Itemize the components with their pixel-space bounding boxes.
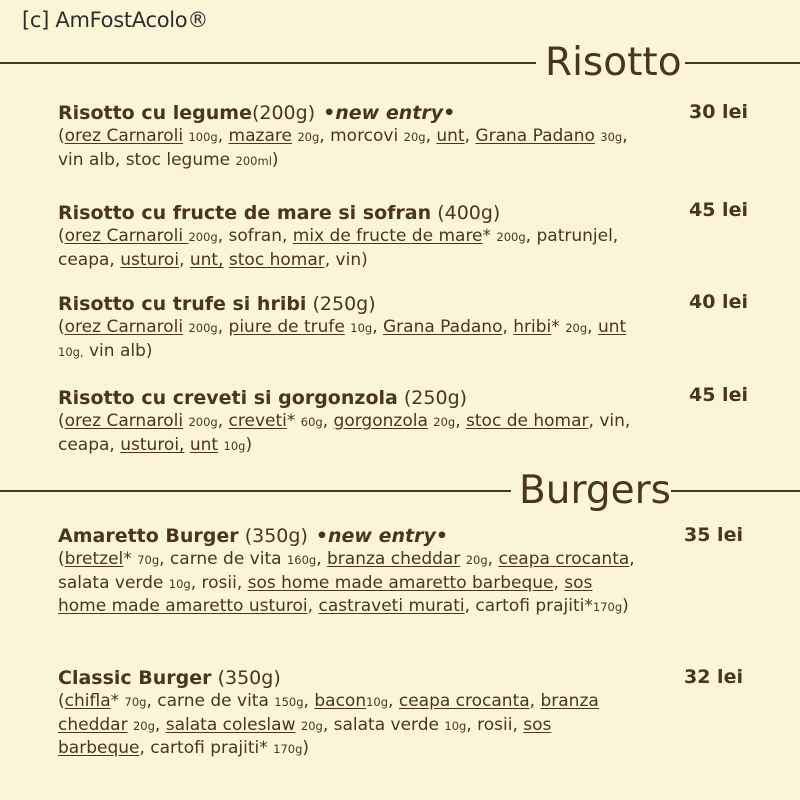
ingredient: orez Carnaroli [64,126,184,146]
ingredient: branza cheddar [327,549,461,569]
item-weight: (200g) [251,102,316,124]
ingredient: branza cheddar [58,691,599,735]
item-description: (chifla* 70g, carne de vita 150g, bacon10g, ceapa crocanta, branza cheddar 20g, salata coleslaw 20g, salata verde 10g, rosii, sos barbeque, cartofi prajiti* 170g) [58,691,599,758]
menu-item [58,292,658,363]
ingredient-quantity: 200g [496,230,526,244]
ingredient: stoc de homar [466,411,589,431]
divider-left [0,490,511,492]
section-header-burgers [0,466,800,516]
ingredient: sos barbeque [58,714,552,758]
item-name: Risotto cu creveti si gorgonzola [58,387,398,409]
item-description: (bretzel* 70g, carne de vita 160g, branza cheddar 20g, ceapa crocanta, salata verde 10g, rosii, sos home made amaretto barbeque, sos home made amaretto usturoi, castraveti murati, cartofi prajiti*170g) [58,549,635,616]
menu-item [58,101,658,172]
ingredient: mix de fructe de mare [292,226,483,246]
watermark: [c] AmFostAcolo® [22,8,209,32]
ingredient: piure de trufe [228,317,345,337]
item-weight: (250g) [312,293,376,315]
ingredient: usturoi [120,249,180,270]
ingredient-quantity: 30g [600,130,623,144]
item-name: Classic Burger [58,667,212,689]
ingredient: unt [436,126,465,146]
ingredient: sos home made amaretto barbeque [247,572,554,593]
divider-right [671,490,800,492]
item-description: (orez Carnaroli 100g, mazare 20g, morcovi 20g, unt, Grana Padano 30g, vin alb, stoc legume 200ml) [58,126,628,170]
item-description: (orez Carnaroli 200g, sofran, mix de fructe de mare* 200g, patrunjel, ceapa, usturoi, unt, stoc homar, vin) [58,226,619,270]
ingredient-quantity: 200ml [235,153,272,168]
ingredient-quantity: 160g [286,553,317,567]
ingredient: orez Carnaroli [64,317,184,337]
menu-item [58,201,658,271]
ingredient-quantity: 20g [132,718,155,733]
menu-item [58,386,658,457]
ingredient-quantity: 20g [433,415,456,429]
ingredient: bacon [314,691,367,711]
ingredient-quantity: 200g [188,230,218,244]
ingredient: ceapa crocanta [498,549,630,569]
item-price: 40 lei [689,291,748,313]
ingredient-quantity: 150g [274,695,304,709]
section-title: Burgers [519,468,671,513]
ingredient-quantity: 20g [300,718,323,733]
ingredient: unt [189,434,219,455]
ingredient-quantity: 20g [297,130,320,144]
ingredient-quantity: 20g [403,130,426,144]
ingredient-quantity: 200g [188,415,218,429]
divider-left [0,62,536,64]
menu-item [58,524,658,619]
ingredient: castraveti murati [318,596,465,616]
ingredient: mazare [228,126,292,146]
ingredient: orez Carnaroli [64,226,189,246]
ingredient-quantity: 200g [188,321,218,335]
ingredient: usturoi, [120,434,185,455]
ingredient: orez Carnaroli [64,411,184,431]
item-name: Risotto cu fructe de mare si sofran [58,202,432,224]
ingredient-quantity: 20g [465,553,488,567]
ingredient-quantity: 170g [592,600,623,614]
ingredient-quantity: 10g [366,695,389,709]
ingredient: chifla [64,691,111,711]
ingredient-quantity: 10g [444,718,467,733]
item-price: 45 lei [689,199,748,221]
ingredient: unt [597,317,627,337]
item-weight: (250g) [403,387,468,409]
item-price: 30 lei [689,101,748,123]
ingredient: ceapa crocanta [398,691,530,711]
item-name: Amaretto Burger [58,525,239,547]
ingredient: sos home made amaretto usturoi [58,572,593,616]
ingredient-quantity: 70g [137,553,160,567]
ingredient: gorgonzola [333,411,428,431]
section-title: Risotto [545,40,682,85]
item-name: Risotto cu legume [58,102,252,124]
section-header-risotto [0,38,800,88]
divider-right [685,62,800,64]
ingredient: unt, [189,249,224,270]
ingredient-quantity: 60g [300,415,323,429]
menu-item [58,666,658,761]
item-description: (orez Carnaroli 200g, creveti* 60g, gorgonzola 20g, stoc de homar, vin, ceapa, usturoi, unt 10g) [58,411,631,455]
ingredient-quantity: 20g [565,321,588,335]
ingredient: salata coleslaw [165,714,296,735]
ingredient-quantity: 10g, [58,344,84,359]
item-description: (orez Carnaroli 200g, piure de trufe 10g, Grana Padano, hribi* 20g, unt 10g, vin alb) [58,317,627,361]
ingredient-quantity: 10g [223,438,246,453]
item-price: 35 lei [684,524,743,546]
item-name: Risotto cu trufe si hribi [58,293,307,315]
item-weight: (350g) [217,667,281,689]
ingredient: Grana Padano [383,317,503,337]
ingredient-quantity: 10g [350,321,373,335]
item-weight: (400g) [437,202,501,224]
ingredient-quantity: 170g [273,742,303,756]
ingredient-quantity: 100g [188,130,218,144]
item-price: 45 lei [689,384,748,406]
ingredient: Grana Padano [475,126,595,146]
new-entry-badge: •new entry• [323,102,456,124]
item-price: 32 lei [684,666,743,688]
ingredient: creveti [228,411,287,431]
new-entry-badge: •new entry• [315,525,448,547]
ingredient: bretzel [64,549,124,569]
ingredient: hribi [513,317,552,337]
ingredient: stoc homar [228,249,325,270]
item-weight: (350g) [244,525,308,547]
ingredient-quantity: 70g [124,695,147,709]
ingredient-quantity: 10g [168,576,191,591]
